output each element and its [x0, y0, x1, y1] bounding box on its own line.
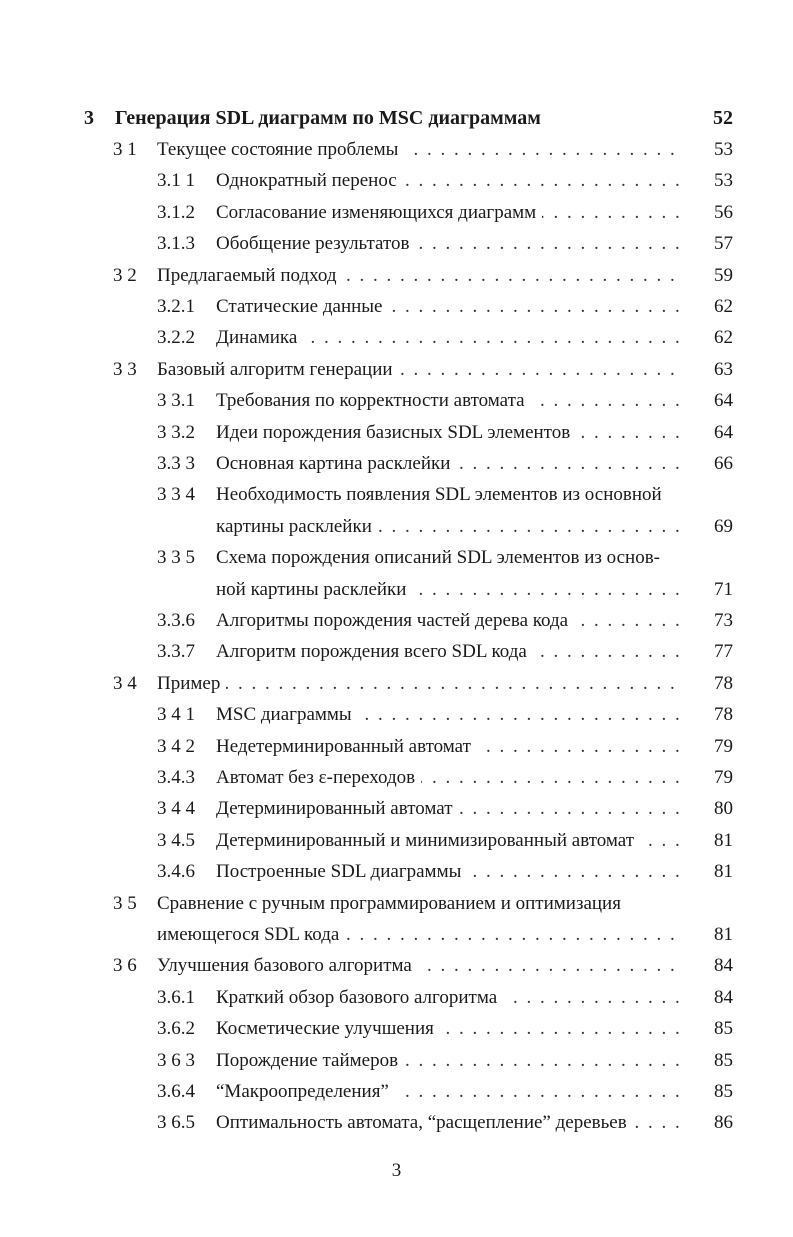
toc-entry-title: Алгоритмы порождения частей дерева кода . . .	[216, 606, 683, 636]
toc-entry-title: Детерминированный автомат . . .	[216, 794, 683, 824]
toc-subsection-row	[0, 637, 793, 667]
toc-entry-number: 3.2.1	[157, 296, 195, 317]
toc-entry-title: Необходимость появления SDL элементов из основной	[216, 480, 683, 510]
toc-entry-title: Основная картина расклейки . . .	[216, 449, 683, 479]
toc-entry-title: Текущее состояние проблемы . . .	[157, 135, 683, 165]
toc-entry-title: “Макроопределения” . . .	[216, 1077, 683, 1107]
toc-subsection-row	[0, 166, 793, 196]
toc-entry-page: 85	[714, 1081, 733, 1102]
toc-entry-title: Требования по корректности автомата . . .	[216, 386, 683, 416]
toc-entry-number: 3.2.2	[157, 327, 195, 349]
toc-entry-number: 3 6	[113, 955, 137, 977]
toc-entry-title: Идеи порождения базисных SDL элементов . . .	[216, 418, 683, 448]
toc-entry-page: 85	[714, 1018, 733, 1040]
toc-entry-title-continuation: ной картины расклейки . . .	[216, 575, 683, 605]
toc-entry-number: 3 6 3	[157, 1049, 195, 1071]
toc-subsection-row	[0, 983, 793, 1013]
toc-entry-continuation-row	[0, 512, 793, 542]
toc-entry-number: 3.1.2	[157, 201, 195, 223]
toc-subsection-row	[0, 826, 793, 856]
toc-entry-page: 86	[714, 1112, 733, 1134]
toc-entry-number: 3.6.2	[157, 1018, 195, 1040]
toc-entry-title: Построенные SDL диаграммы . . .	[216, 857, 683, 887]
toc-entry-page: 80	[714, 798, 733, 820]
toc-entry-title: Схема порождения описаний SDL элементов из основ-	[216, 543, 683, 573]
toc-entry-title: Обобщение результатов . . .	[216, 229, 683, 259]
toc-entry-number: 3 3 4	[157, 484, 195, 506]
toc-entry-number: 3 3 5	[157, 547, 195, 569]
toc-entry-page: 79	[714, 735, 733, 757]
toc-entry-number: 3.6.4	[157, 1081, 195, 1102]
toc-entry-title: MSC диаграммы . . .	[216, 700, 683, 730]
toc-entry-number: 3.3.7	[157, 641, 195, 663]
toc-subsection-row	[0, 700, 793, 730]
toc-entry-number: 3 2	[113, 264, 137, 286]
toc-subsection-row	[0, 1108, 793, 1138]
toc-subsection-row	[0, 763, 793, 793]
toc-entry-continuation-row	[0, 575, 793, 605]
toc-entry-title: Улучшения базового алгоритма . . .	[157, 951, 683, 981]
toc-entry-page: 73	[714, 610, 733, 631]
toc-entry-title: Порождение таймеров . . .	[216, 1046, 683, 1076]
toc-entry-page: 78	[714, 704, 733, 726]
toc-chapter-number: 3	[84, 107, 94, 129]
toc-entry-page: 64	[714, 390, 733, 412]
toc-subsection-row	[0, 292, 793, 322]
toc-entry-number: 3 4.5	[157, 829, 195, 851]
toc-subsection-row	[0, 794, 793, 824]
toc-entry-number: 3.4.6	[157, 861, 195, 883]
toc-section-row	[0, 951, 793, 981]
toc-entry-number: 3 4	[113, 672, 137, 694]
toc-subsection-row	[0, 323, 793, 353]
toc-entry-page: 63	[714, 358, 733, 380]
toc-entry-title: Пример . . .	[157, 669, 683, 699]
toc-entry-number: 3 4 1	[157, 704, 195, 726]
toc-entry-page: 81	[714, 829, 733, 851]
toc-entry-page: 81	[714, 924, 733, 945]
toc-subsection-row	[0, 857, 793, 887]
toc-entry-page: 62	[714, 296, 733, 317]
toc-subsection-row	[0, 480, 793, 510]
toc-entry-title-continuation: имеющегося SDL кода . . .	[157, 920, 683, 950]
toc-entry-title: Автомат без ε-переходов . . .	[216, 763, 683, 793]
toc-subsection-row	[0, 1077, 793, 1107]
toc-entry-number: 3 3.1	[157, 390, 195, 412]
toc-entry-number: 3 4 4	[157, 798, 195, 820]
toc-subsection-row	[0, 198, 793, 228]
toc-entry-page: 56	[714, 201, 733, 223]
toc-entry-page: 79	[714, 767, 733, 788]
toc-entry-page: 53	[714, 170, 733, 192]
toc-subsection-row	[0, 1014, 793, 1044]
toc-entry-page: 66	[714, 453, 733, 474]
toc-chapter-page: 52	[713, 107, 733, 129]
toc-subsection-row	[0, 1046, 793, 1076]
toc-entry-title: Статические данные . . .	[216, 292, 683, 322]
toc-entry-title: Недетерминированный автомат . . .	[216, 732, 683, 762]
toc-section-row	[0, 355, 793, 385]
toc-subsection-row	[0, 543, 793, 573]
toc-subsection-row	[0, 386, 793, 416]
toc-subsection-row	[0, 418, 793, 448]
toc-entry-page: 84	[714, 955, 733, 977]
toc-entry-number: 3 1	[113, 139, 137, 160]
toc-entry-page: 81	[714, 861, 733, 883]
toc-section-row	[0, 261, 793, 291]
toc-entry-number: 3.6.1	[157, 986, 195, 1008]
toc-entry-title-continuation: картины расклейки . . .	[216, 512, 683, 542]
toc-entry-title: Сравнение с ручным программированием и оптимизация	[157, 889, 683, 919]
toc-entry-number: 3 3	[113, 358, 137, 380]
toc-subsection-row	[0, 449, 793, 479]
toc-entry-number: 3.1.3	[157, 233, 195, 255]
toc-entry-page: 78	[714, 672, 733, 694]
toc-entry-title: Предлагаемый подход . . .	[157, 261, 683, 291]
toc-entry-number: 3 4 2	[157, 735, 195, 757]
toc-entry-page: 64	[714, 421, 733, 443]
toc-entry-number: 3 5	[113, 892, 137, 914]
toc-entry-page: 59	[714, 264, 733, 286]
page-number: 3	[391, 1160, 402, 1181]
toc-entry-number: 3 3.2	[157, 421, 195, 443]
toc-entry-title: Согласование изменяющихся диаграмм . . .	[216, 198, 683, 228]
toc-section-row	[0, 135, 793, 165]
toc-entry-number: 3.1 1	[157, 170, 195, 192]
toc-entry-number: 3 6.5	[157, 1112, 195, 1134]
toc-entry-page: 85	[714, 1049, 733, 1071]
toc-entry-page: 53	[714, 139, 733, 160]
toc-entry-number: 3.3 3	[157, 453, 195, 474]
toc-chapter-row	[0, 103, 793, 133]
toc-subsection-row	[0, 732, 793, 762]
toc-entry-number: 3.3.6	[157, 610, 195, 631]
toc-entry-title: Оптимальность автомата, “расщепление” деревьев . . .	[216, 1108, 683, 1138]
toc-entry-title: Базовый алгоритм генерации . . .	[157, 355, 683, 385]
toc-section-row	[0, 889, 793, 919]
toc-entry-page: 62	[714, 327, 733, 349]
toc-entry-page: 77	[714, 641, 733, 663]
toc-entry-title: Алгоритм порождения всего SDL кода . . .	[216, 637, 683, 667]
toc-entry-page: 84	[714, 986, 733, 1008]
toc-entry-title: Детерминированный и минимизированный автомат . . .	[216, 826, 683, 856]
toc-entry-page: 57	[714, 233, 733, 255]
toc-entry-title: Косметические улучшения . . .	[216, 1014, 683, 1044]
toc-subsection-row	[0, 606, 793, 636]
toc-entry-number: 3.4.3	[157, 767, 195, 788]
toc-entry-title: Однократный перенос . . .	[216, 166, 683, 196]
toc-chapter-title: Генерация SDL диаграмм по MSC диаграммам	[115, 103, 675, 133]
toc-entry-continuation-row	[0, 920, 793, 950]
toc-entry-page: 69	[714, 515, 733, 537]
toc-subsection-row	[0, 229, 793, 259]
toc-entry-title: Динамика . . .	[216, 323, 683, 353]
toc-entry-title: Краткий обзор базового алгоритма . . .	[216, 983, 683, 1013]
toc-section-row	[0, 669, 793, 699]
toc-entry-page: 71	[714, 578, 733, 600]
